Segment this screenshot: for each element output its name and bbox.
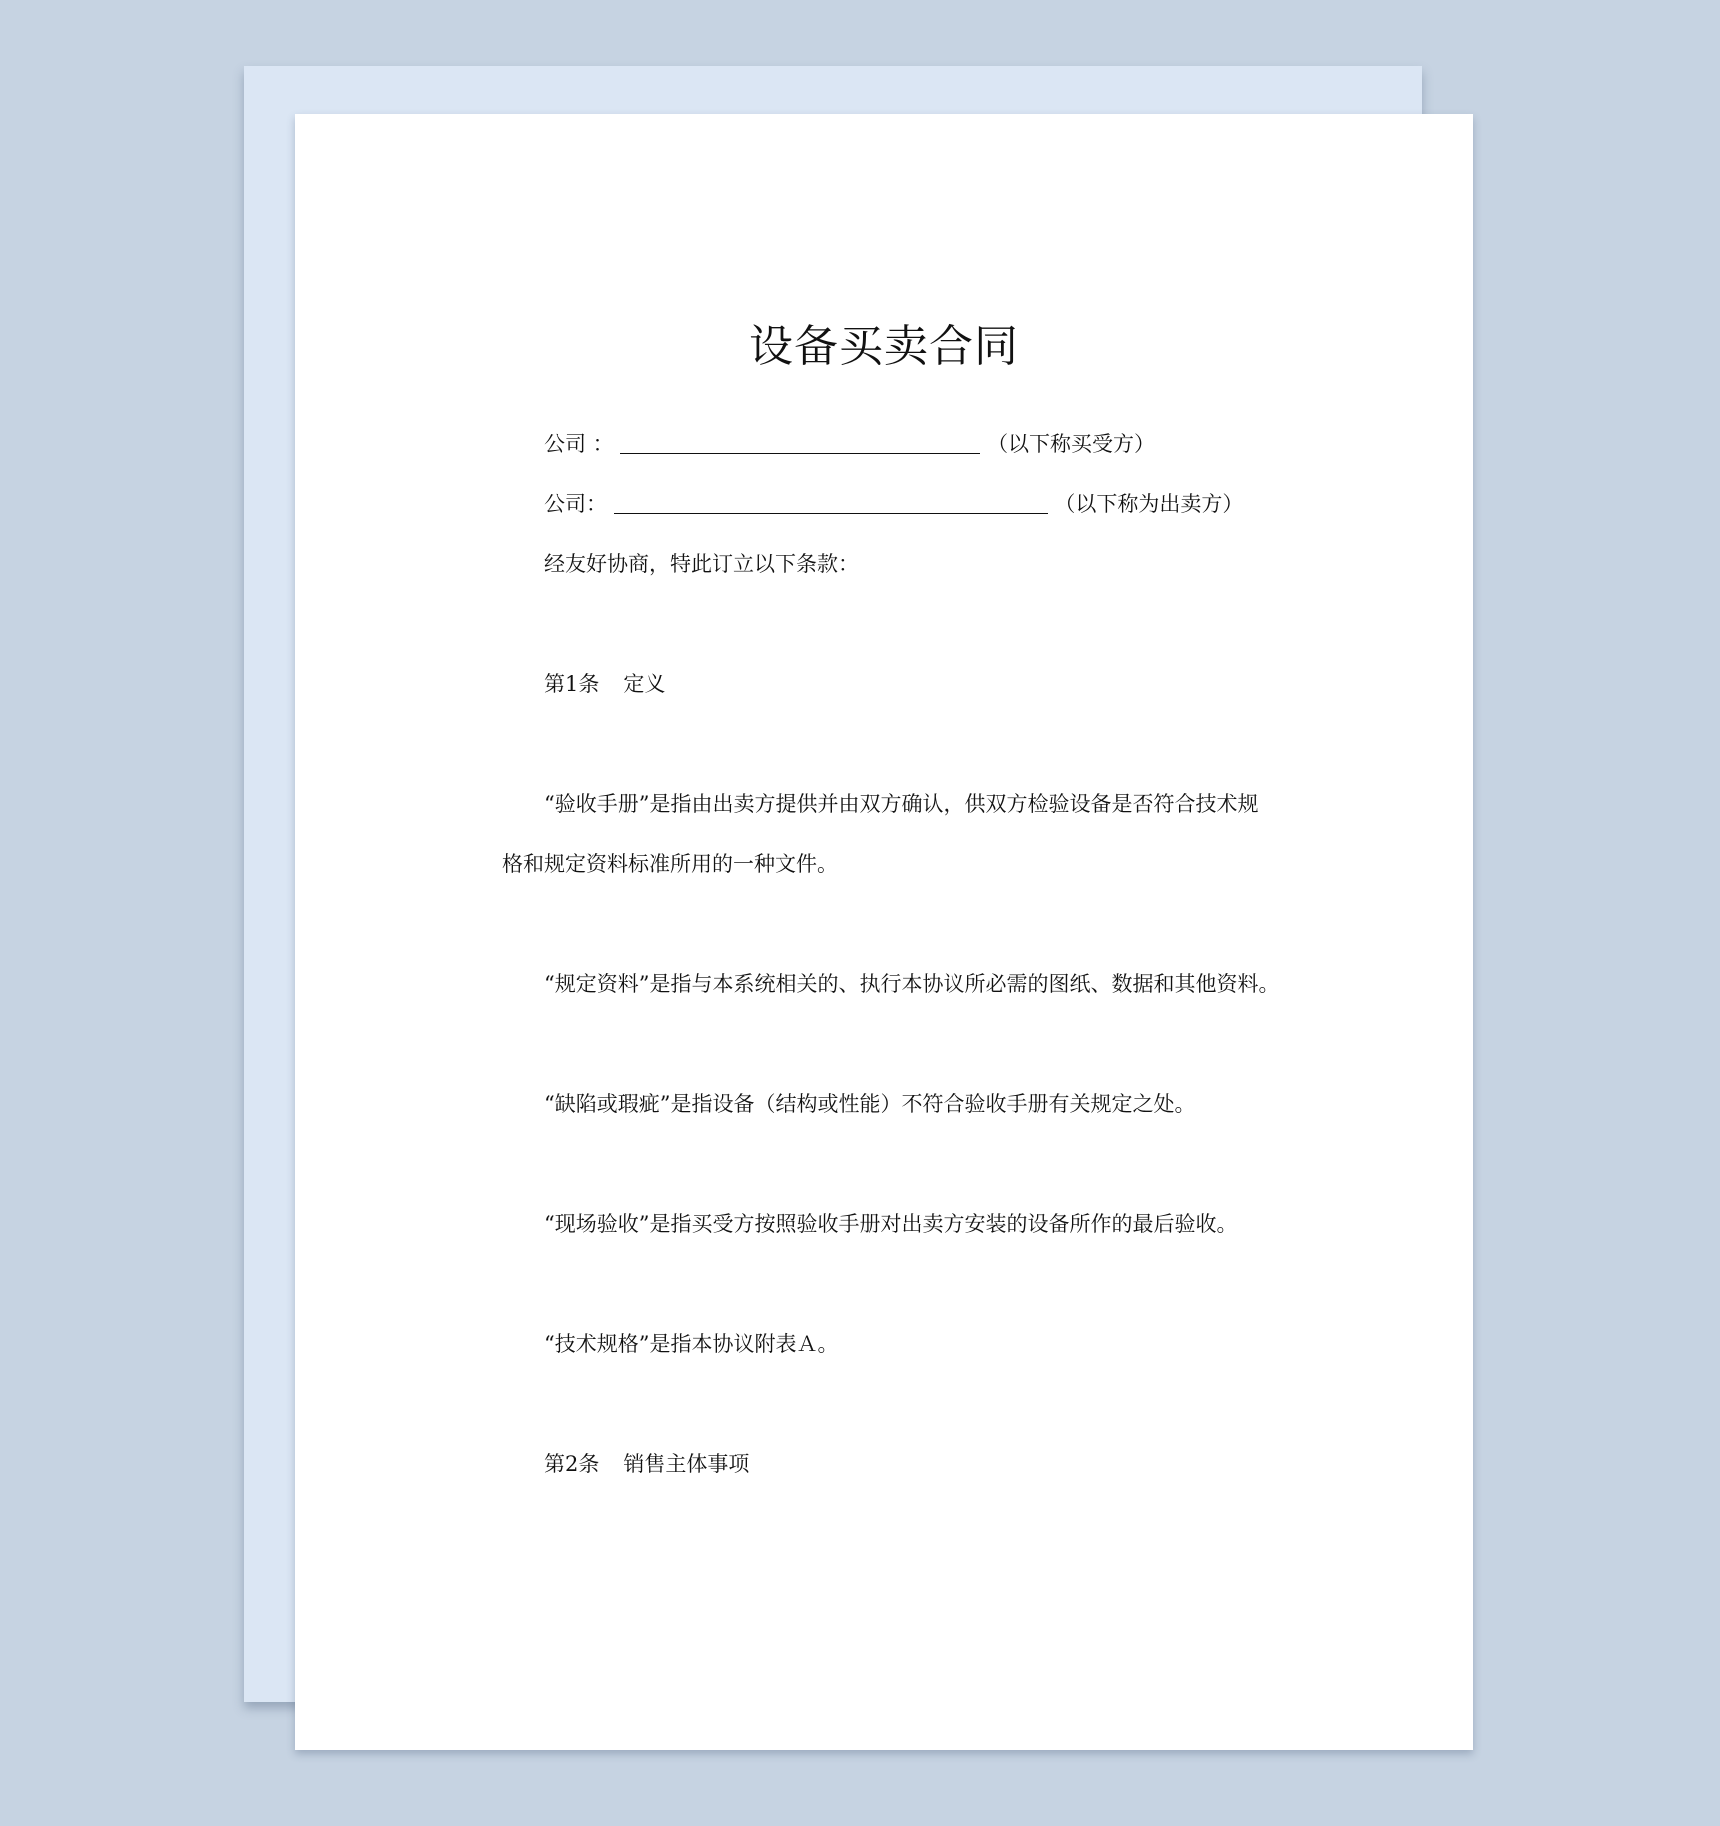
buyer-label: 公司 ： [544, 432, 614, 456]
definition-site-acceptance: “现场验收”是指买受方按照验收手册对出卖方安装的设备所作的最后验收。 [544, 1212, 1238, 1236]
seller-line [544, 490, 1243, 518]
seller-suffix: （以下称为出卖方） [1054, 492, 1244, 516]
contract-page [295, 114, 1473, 1750]
article-1-heading [544, 670, 665, 698]
article-2-number: 第2条 [544, 1452, 600, 1476]
definition-materials: “规定资料”是指与本系统相关的、执行本协议所必需的图纸、数据和其他资料。 [544, 972, 1280, 996]
article-1-number: 第1条 [544, 672, 600, 696]
article-2-title: 销售主体事项 [623, 1452, 750, 1476]
definition-spec: “技术规格”是指本协议附表Ａ。 [544, 1332, 839, 1356]
article-1-title: 定义 [623, 672, 666, 696]
buyer-suffix: （以下称买受方） [987, 432, 1156, 456]
buyer-name-blank [620, 433, 980, 454]
intro-text: 经友好协商，特此订立以下条款： [544, 552, 859, 576]
buyer-line [544, 430, 1155, 458]
seller-name-blank [614, 493, 1048, 514]
definition-defect: “缺陷或瑕疵”是指设备（结构或性能）不符合验收手册有关规定之处。 [544, 1092, 1196, 1116]
article-2-heading [544, 1450, 749, 1478]
definition-manual-line-1: “验收手册”是指由出卖方提供并由双方确认，供双方检验设备是否符合技术规 [544, 792, 1259, 816]
definition-manual-line-2: 格和规定资料标准所用的一种文件。 [502, 852, 838, 876]
document-title: 设备买卖合同 [749, 321, 1019, 372]
seller-label: 公司： [544, 492, 607, 516]
